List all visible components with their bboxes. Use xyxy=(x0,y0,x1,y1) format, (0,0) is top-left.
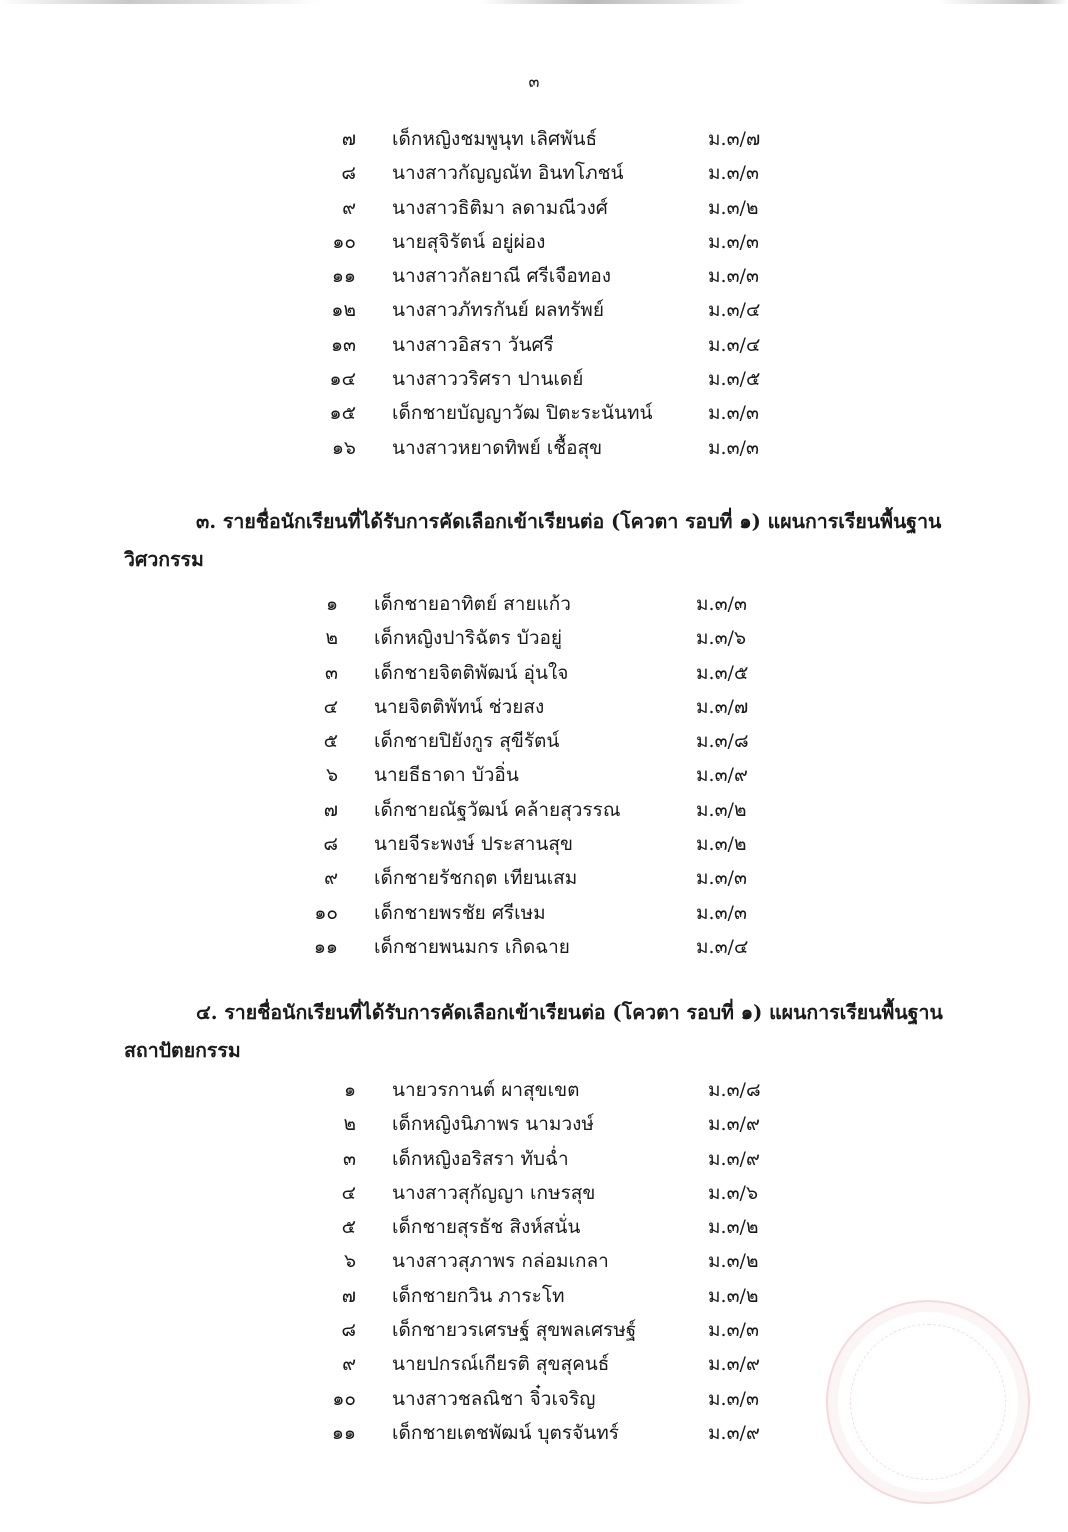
student-class: ม.๓/๒ xyxy=(696,833,747,856)
student-number: ๖ xyxy=(343,1250,356,1273)
student-name: นางสาวสุภาพร กล่อมเกลา xyxy=(392,1250,609,1273)
student-row xyxy=(323,793,794,827)
student-row xyxy=(341,1313,812,1347)
student-number: ๙ xyxy=(342,196,356,219)
student-class: ม.๓/๙ xyxy=(708,1113,760,1136)
student-number: ๔ xyxy=(341,1181,356,1204)
student-row xyxy=(341,156,812,190)
student-row xyxy=(341,1279,812,1313)
student-name: เด็กชายวรเศรษฐ์ สุขพลเศรษฐ์ xyxy=(392,1319,637,1342)
student-number: ๘ xyxy=(341,1319,356,1342)
student-number: ๑๐ xyxy=(314,901,338,924)
student-name: นางสาวธิติมา ลดามณีวงศ์ xyxy=(392,196,608,219)
student-class: ม.๓/๖ xyxy=(708,1181,759,1204)
student-number: ๑ xyxy=(343,1079,356,1101)
student-class: ม.๓/๓ xyxy=(708,402,759,425)
student-name: นางสาวกัลยาณี ศรีเจือทอง xyxy=(392,265,612,288)
student-row xyxy=(323,690,794,724)
student-number: ๑ xyxy=(325,593,338,615)
student-name: นายวรกานต์ ผาสุขเขต xyxy=(392,1079,580,1101)
student-name: เด็กชายอาทิตย์ สายแก้ว xyxy=(374,593,571,615)
student-number: ๕ xyxy=(323,730,338,753)
student-number: ๑๑ xyxy=(331,265,356,288)
section-3-heading-line2: วิศวกรรม xyxy=(124,548,204,571)
student-row xyxy=(341,122,812,156)
section-4-student-list xyxy=(331,1073,812,1450)
student-class: ม.๓/๙ xyxy=(708,1147,760,1170)
student-class: ม.๓/๓ xyxy=(696,593,747,615)
student-row xyxy=(331,293,812,327)
student-row xyxy=(332,1382,812,1416)
student-name: เด็กชายรัชกฤต เทียนเสม xyxy=(374,867,578,890)
student-row xyxy=(343,1073,812,1107)
student-number: ๑๐ xyxy=(332,1387,356,1410)
student-class: ม.๓/๒ xyxy=(708,1250,759,1273)
section-3-student-list xyxy=(313,587,794,964)
student-number: ๔ xyxy=(323,695,338,718)
student-row xyxy=(329,396,812,430)
student-row xyxy=(343,1107,812,1141)
student-name: นางสาวสุกัญญา เกษรสุข xyxy=(392,1181,596,1204)
student-number: ๘ xyxy=(341,162,356,185)
student-number: ๑๓ xyxy=(330,333,356,356)
student-row xyxy=(343,1244,812,1278)
student-class: ม.๓/๔ xyxy=(696,935,749,958)
student-name: นายจีระพงษ์ ประสานสุข xyxy=(374,833,574,856)
section-3-heading-line1: ๓. รายชื่อนักเรียนที่ได้รับการคัดเลือกเข้าเรียนต่อ (โควตา รอบที่ ๑) แผนการเรียนพื้นฐาน xyxy=(196,510,942,533)
student-class: ม.๓/๘ xyxy=(708,1079,761,1101)
student-name: นายสุจิรัตน์ อยู่ผ่อง xyxy=(392,230,546,253)
student-name: เด็กหญิงปาริฉัตร บัวอยู่ xyxy=(374,627,563,650)
student-class: ม.๓/๒ xyxy=(696,798,747,821)
student-number: ๗ xyxy=(341,1284,356,1307)
section-4-heading xyxy=(124,994,943,1070)
student-row xyxy=(331,431,812,465)
student-class: ม.๓/๓ xyxy=(708,265,759,288)
student-class: ม.๓/๙ xyxy=(696,764,748,787)
student-number: ๓ xyxy=(343,1147,356,1170)
student-name: นายธีธาดา บัวอิ่น xyxy=(374,764,519,787)
student-name: เด็กหญิงอริสรา ทับฉ่ำ xyxy=(392,1147,569,1170)
student-name: นางสาวกัญญณัท อินทโภชน์ xyxy=(392,162,624,185)
student-row xyxy=(325,621,794,655)
student-row xyxy=(325,758,794,792)
student-row xyxy=(329,362,812,396)
student-name: เด็กชายกวิน ภาระโท xyxy=(392,1284,565,1307)
student-number: ๙ xyxy=(342,1353,356,1376)
student-list-continued xyxy=(329,122,812,465)
section-4-heading-line2: สถาปัตยกรรม xyxy=(124,1039,241,1062)
student-name: นายปกรณ์เกียรติ สุขสุคนธ์ xyxy=(392,1353,610,1376)
student-class: ม.๓/๕ xyxy=(708,368,761,391)
student-class: ม.๓/๗ xyxy=(708,128,761,150)
student-row xyxy=(332,225,812,259)
student-class: ม.๓/๓ xyxy=(696,867,747,890)
student-number: ๒ xyxy=(343,1113,356,1136)
student-class: ม.๓/๔ xyxy=(708,299,761,322)
student-name: เด็กชายพรชัย ศรีเษม xyxy=(374,901,546,924)
student-number: ๗ xyxy=(323,798,338,821)
student-name: นางสาวอิสรา วันศรี xyxy=(392,333,554,356)
student-name: เด็กชายจิตติพัฒน์ อุ่นใจ xyxy=(374,661,569,684)
student-row xyxy=(331,259,812,293)
student-number: ๒ xyxy=(325,627,338,650)
student-number: ๓ xyxy=(325,661,338,684)
student-name: เด็กหญิงนิภาพร นามวงษ์ xyxy=(392,1113,594,1136)
section-3-heading xyxy=(124,503,942,579)
student-number: ๘ xyxy=(323,833,338,856)
page-number: ๓ xyxy=(528,72,540,91)
student-row xyxy=(331,1416,812,1450)
student-name: นางสาวชลณิชา จิ๋วเจริญ xyxy=(392,1387,596,1410)
student-number: ๙ xyxy=(324,867,338,890)
student-row xyxy=(314,896,794,930)
student-row xyxy=(324,861,794,895)
student-class: ม.๓/๓ xyxy=(696,901,747,924)
student-row xyxy=(341,1210,812,1244)
student-row xyxy=(323,827,794,861)
student-name: เด็กชายสุรธัช สิงห์สนั่น xyxy=(392,1216,581,1239)
student-class: ม.๓/๓ xyxy=(708,436,759,459)
student-number: ๑๕ xyxy=(329,402,356,425)
student-row xyxy=(342,191,812,225)
student-number: ๑๑ xyxy=(331,1421,356,1444)
student-number: ๑๑ xyxy=(313,935,338,958)
scan-top-edge xyxy=(0,0,1068,4)
student-class: ม.๓/๘ xyxy=(696,730,749,753)
student-class: ม.๓/๒ xyxy=(708,1284,759,1307)
student-class: ม.๓/๒ xyxy=(708,1216,759,1239)
student-row xyxy=(323,724,794,758)
student-name: เด็กชายเตชพัฒน์ บุตรจันทร์ xyxy=(392,1421,619,1444)
student-row xyxy=(342,1347,812,1381)
student-name: เด็กหญิงชมพูนุท เลิศพันธ์ xyxy=(392,128,598,150)
student-number: ๑๖ xyxy=(331,436,356,459)
section-4-heading-line1: ๔. รายชื่อนักเรียนที่ได้รับการคัดเลือกเข้าเรียนต่อ (โควตา รอบที่ ๑) แผนการเรียนพื้นฐาน xyxy=(196,1001,943,1024)
student-class: ม.๓/๙ xyxy=(708,1421,760,1444)
student-name: นางสาววริศรา ปานเดย์ xyxy=(392,368,584,391)
student-class: ม.๓/๓ xyxy=(708,1319,759,1342)
student-number: ๑๒ xyxy=(331,299,356,322)
student-row xyxy=(330,328,812,362)
faded-official-seal xyxy=(826,1300,1030,1504)
student-number: ๗ xyxy=(341,128,356,150)
student-number: ๑๔ xyxy=(329,368,356,391)
student-name: เด็กชายบัญญาวัฒ ปิตะระนันทน์ xyxy=(392,402,653,425)
student-row xyxy=(343,1142,812,1176)
student-name: นายจิตติพัทน์ ช่วยสง xyxy=(374,695,545,718)
student-name: นางสาวภัทรกันย์ ผลทรัพย์ xyxy=(392,299,604,322)
student-class: ม.๓/๓ xyxy=(708,162,759,185)
student-row xyxy=(313,930,794,964)
student-name: เด็กชายปิยังกูร สุขีรัตน์ xyxy=(374,730,560,753)
student-class: ม.๓/๗ xyxy=(696,695,749,718)
student-row xyxy=(341,1176,812,1210)
student-class: ม.๓/๓ xyxy=(708,1387,759,1410)
student-class: ม.๓/๔ xyxy=(708,333,761,356)
student-class: ม.๓/๒ xyxy=(708,196,759,219)
student-name: เด็กชายณัฐวัฒน์ คล้ายสุวรรณ xyxy=(374,798,621,821)
student-row xyxy=(325,587,794,621)
student-class: ม.๓/๕ xyxy=(696,661,749,684)
student-number: ๕ xyxy=(341,1216,356,1239)
student-name: นางสาวหยาดทิพย์ เชื้อสุข xyxy=(392,436,603,459)
student-class: ม.๓/๖ xyxy=(696,627,747,650)
student-number: ๑๐ xyxy=(332,230,356,253)
student-row xyxy=(325,656,794,690)
student-number: ๖ xyxy=(325,764,338,787)
student-class: ม.๓/๓ xyxy=(708,230,759,253)
student-class: ม.๓/๙ xyxy=(708,1353,760,1376)
student-name: เด็กชายพนมกร เกิดฉาย xyxy=(374,935,570,958)
